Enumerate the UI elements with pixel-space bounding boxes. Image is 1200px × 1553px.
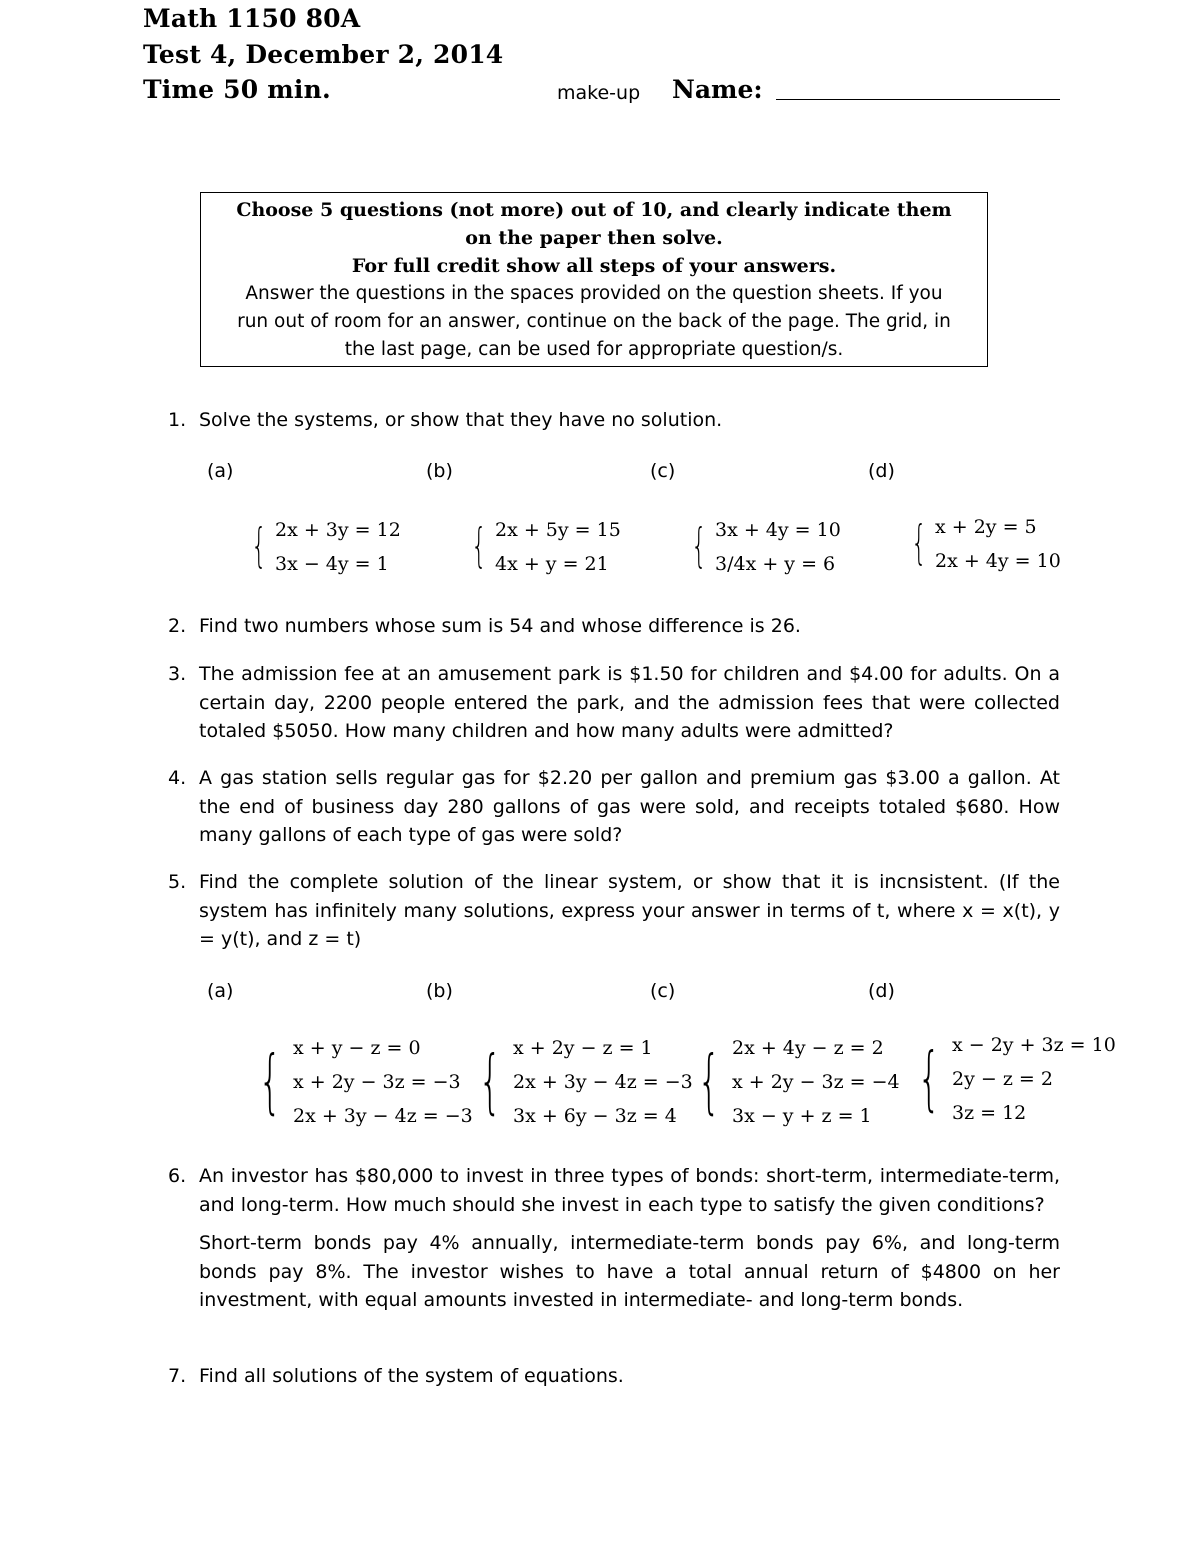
question-text: The admission fee at an amusement park is $1.50 for children and $4.00 for adults. On a certain day, 2200 people entered the park, and the admission fees that were collected totaled $5050. How many children and how many adults were admitted?	[199, 663, 1060, 742]
equation: 4x + y = 21	[495, 553, 609, 575]
left-brace-icon: {	[697, 1041, 721, 1122]
q5-part-a-label: (a)	[207, 980, 234, 1002]
question-text: Find all solutions of the system of equations.	[199, 1365, 624, 1387]
instruction-line-5: run out of room for an answer, continue on the back of the page. The grid, in	[237, 311, 951, 332]
left-brace-icon: {	[691, 519, 707, 574]
left-brace-icon: {	[251, 519, 267, 574]
q5-part-b-label: (b)	[426, 980, 453, 1002]
question-4	[168, 764, 1060, 850]
equation: 2y − z = 2	[952, 1068, 1053, 1090]
q1-system-c	[685, 513, 841, 581]
question-7	[168, 1362, 1060, 1391]
equation: 2x + 4y = 10	[935, 550, 1061, 572]
equation: x + 2y − 3z = −4	[732, 1071, 900, 1093]
q1-system-a	[245, 513, 401, 581]
time-limit: Time 50 min.	[143, 75, 331, 104]
question-text: Solve the systems, or show that they have no solution.	[199, 409, 723, 431]
q5-part-c-label: (c)	[650, 980, 676, 1002]
instruction-line-1: Choose 5 questions (not more) out of 10, and clearly indicate them	[236, 199, 952, 221]
equation: 2x + 3y − 4z = −3	[513, 1071, 693, 1093]
equation: 2x + 3y = 12	[275, 519, 401, 541]
question-number: 4.	[168, 767, 187, 789]
equation: 3/4x + y = 6	[715, 553, 836, 575]
q5-system-a	[249, 1031, 473, 1133]
left-brace-icon: {	[258, 1041, 282, 1122]
q1-part-c-label: (c)	[650, 460, 676, 482]
question-number: 6.	[168, 1165, 187, 1187]
equation: x + 2y = 5	[935, 516, 1037, 538]
question-text: Find two numbers whose sum is 54 and whose difference is 26.	[199, 615, 801, 637]
equation: x + 2y − 3z = −3	[293, 1071, 461, 1093]
instruction-line-6: the last page, can be used for appropriate question/s.	[344, 339, 844, 360]
q5-system-d	[908, 1028, 1116, 1130]
name-label: Name:	[672, 75, 763, 104]
test-date: Test 4, December 2, 2014	[143, 40, 504, 69]
makeup-label: make-up	[557, 82, 641, 104]
left-brace-icon: {	[917, 1038, 941, 1119]
equation: 3x − y + z = 1	[732, 1105, 872, 1127]
question-number: 1.	[168, 409, 187, 431]
equation: 2x + 3y − 4z = −3	[293, 1105, 473, 1127]
instruction-line-4: Answer the questions in the spaces provided on the question sheets. If you	[245, 283, 943, 304]
question-text: Find the complete solution of the linear system, or show that it is incnsistent. (If the system has infinitely many solutions, express your answer in terms of t, where x = x(t), y = y(t), and z = t)	[199, 871, 1060, 950]
course-title: Math 1150 80A	[143, 4, 361, 33]
q1-part-b-label: (b)	[426, 460, 453, 482]
question-2	[168, 612, 1060, 641]
equation: x − 2y + 3z = 10	[952, 1034, 1116, 1056]
equation: x + 2y − z = 1	[513, 1037, 653, 1059]
equation: 2x + 4y − z = 2	[732, 1037, 884, 1059]
left-brace-icon: {	[471, 519, 487, 574]
question-3	[168, 660, 1060, 746]
question-text: A gas station sells regular gas for $2.20 per gallon and premium gas $3.00 a gallon. At the end of business day 280 gallons of gas were sold, and receipts totaled $680. How many gallons of each type of gas were sold?	[199, 767, 1060, 846]
q1-part-a-label: (a)	[207, 460, 234, 482]
instruction-line-3: For full credit show all steps of your answers.	[351, 255, 837, 277]
equation: 3x + 6y − 3z = 4	[513, 1105, 677, 1127]
question-number: 5.	[168, 871, 187, 893]
question-conditions: Short-term bonds pay 4% annually, intermediate-term bonds pay 6%, and long-term bonds pay 8%. The investor wishes to have a total annual return of $4800 on her investment, with equal amounts invested in intermediate- and long-term bonds.	[199, 1232, 1060, 1311]
equation: 3x + 4y = 10	[715, 519, 841, 541]
question-5	[168, 868, 1060, 954]
q1-system-b	[465, 513, 621, 581]
name-blank-line[interactable]	[776, 99, 1060, 100]
question-number: 2.	[168, 615, 187, 637]
equation: 2x + 5y = 15	[495, 519, 621, 541]
question-6	[168, 1162, 1060, 1315]
left-brace-icon: {	[911, 516, 927, 571]
q1-part-d-label: (d)	[868, 460, 895, 482]
left-brace-icon: {	[478, 1041, 502, 1122]
equation: 3z = 12	[952, 1102, 1027, 1124]
equation: 3x − 4y = 1	[275, 553, 389, 575]
question-number: 7.	[168, 1365, 187, 1387]
instructions-box	[200, 192, 988, 367]
equation: x + y − z = 0	[293, 1037, 421, 1059]
q5-part-d-label: (d)	[868, 980, 895, 1002]
question-text: An investor has $80,000 to invest in three types of bonds: short-term, intermediate-term, and long-term. How much should she invest in each type to satisfy the given conditions?	[199, 1165, 1060, 1216]
instruction-line-2: on the paper then solve.	[465, 227, 723, 249]
q5-system-c	[688, 1031, 900, 1133]
q5-system-b	[469, 1031, 693, 1133]
question-number: 3.	[168, 663, 187, 685]
question-1	[168, 406, 1060, 435]
q1-system-d	[905, 510, 1061, 578]
